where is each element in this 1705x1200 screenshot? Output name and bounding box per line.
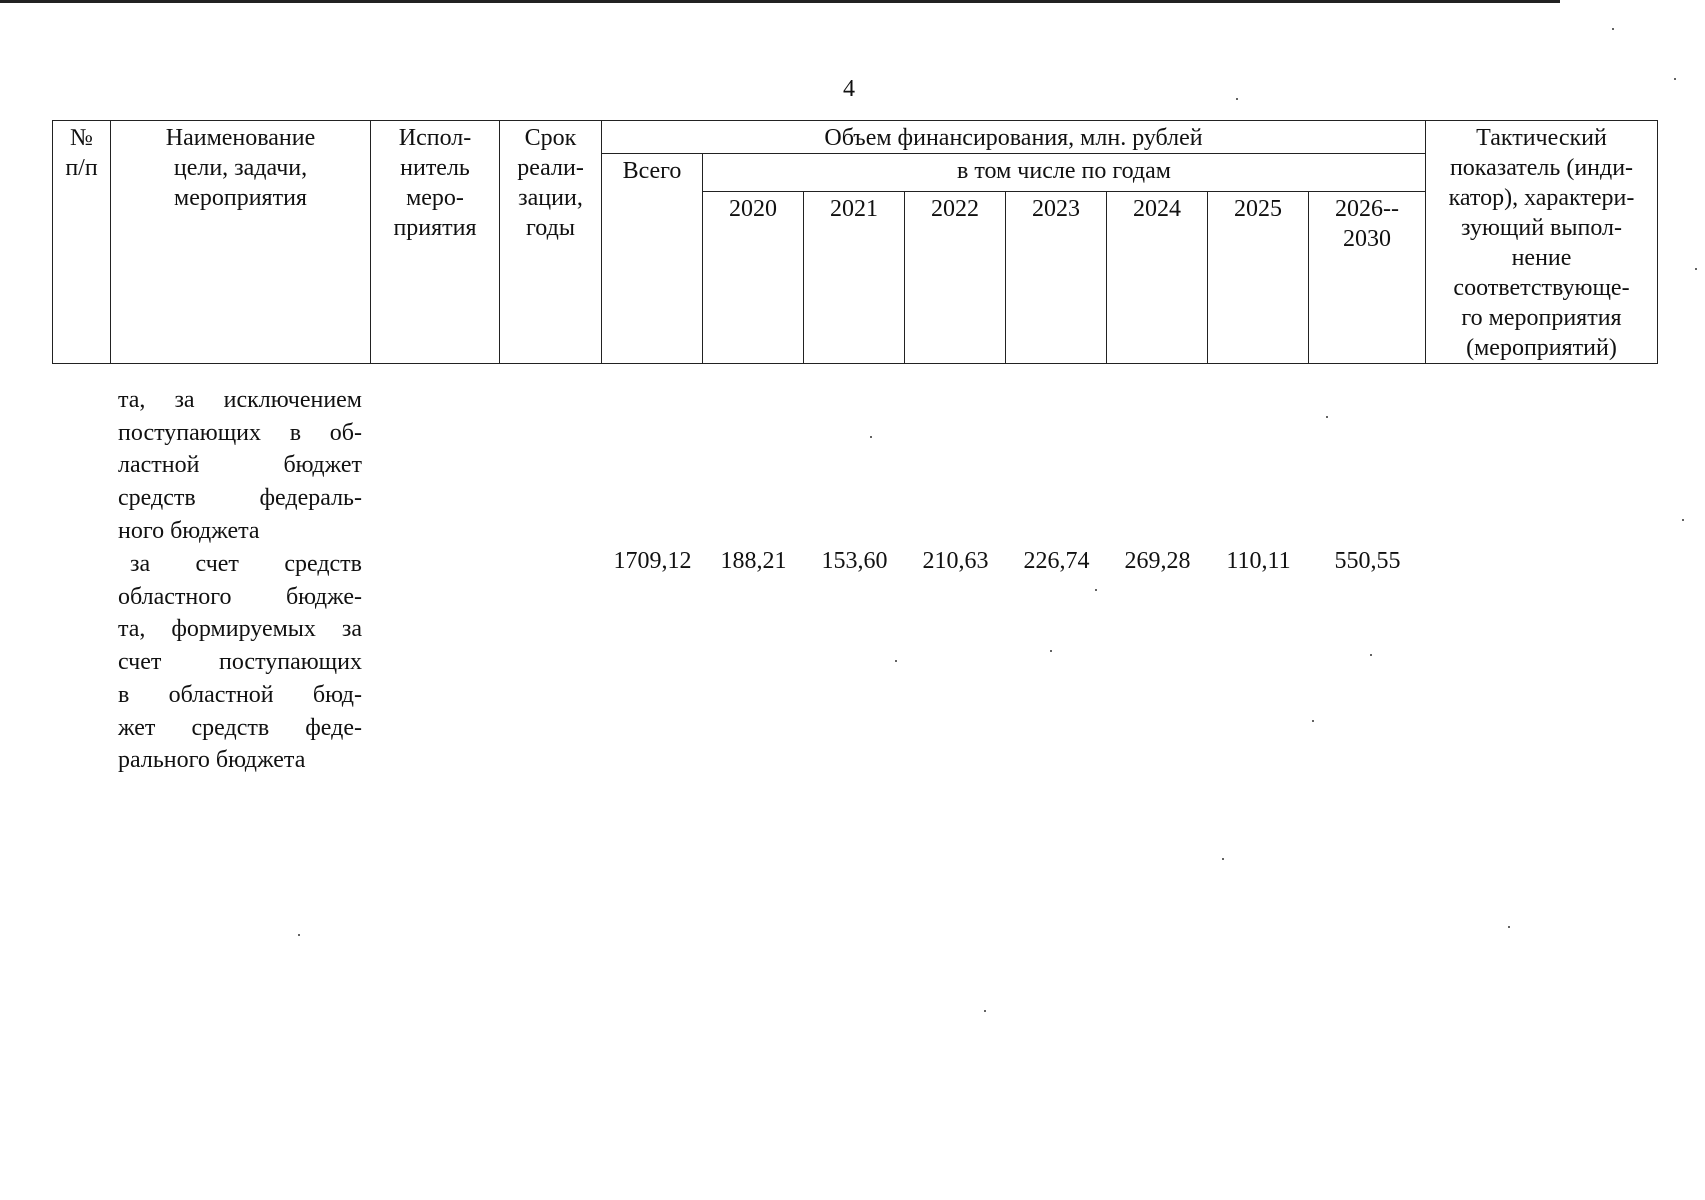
scan-speck: [870, 436, 872, 438]
header-total: Всего: [602, 154, 703, 364]
header-by-years: в том числе по годам: [703, 154, 1426, 192]
header-year-2024: 2024: [1107, 192, 1208, 364]
header-year-2020: 2020: [703, 192, 804, 364]
financing-table-header: [52, 120, 1658, 364]
scan-speck: [895, 660, 897, 662]
header-year-2025: 2025: [1208, 192, 1309, 364]
scan-speck: [1508, 926, 1510, 928]
scan-speck: [1312, 720, 1314, 722]
row-2-name: [118, 548, 362, 777]
row-2-name-line: рального бюджета: [118, 747, 306, 774]
scan-speck: [1050, 650, 1052, 652]
row-2-value-2020: 188,21: [720, 548, 787, 574]
row-2-name-line: жет средств феде-: [118, 714, 362, 741]
row-2-value-2025: 110,11: [1226, 548, 1291, 574]
header-year-2022: 2022: [905, 192, 1006, 364]
header-executor: Испол- нитель меро- приятия: [371, 121, 500, 364]
scan-speck: [298, 934, 300, 936]
header-indicator: Тактический показатель (инди- катор), характери- зующий выпол- нение соответствующе- го мероприятия (мероприятий): [1426, 121, 1658, 364]
scan-speck: [1612, 28, 1614, 30]
row-1-name: [118, 384, 362, 548]
row-2-value-2023: 226,74: [1023, 548, 1090, 574]
row-1-name-line: та, за исключением: [118, 387, 362, 413]
header-name: Наименование цели, задачи, мероприятия: [111, 121, 371, 364]
scan-speck: [984, 1010, 986, 1012]
header-year-2026-2030: 2026-- 2030: [1309, 192, 1426, 364]
row-2-value-2026-2030: 550,55: [1334, 548, 1401, 574]
scan-speck: [1095, 589, 1097, 591]
row-2-name-line: областного бюдже-: [118, 583, 362, 610]
scan-speck: [1674, 78, 1676, 80]
scan-speck: [1370, 654, 1372, 656]
row-2-value-2021: 153,60: [821, 548, 888, 574]
row-2-value-2022: 210,63: [922, 548, 989, 574]
row-2-name-line: та, формируемых за: [118, 616, 362, 643]
row-1-name-line: ного бюджета: [118, 517, 260, 544]
row-2-value-2024: 269,28: [1124, 548, 1191, 574]
scan-speck: [1326, 416, 1328, 418]
row-2-name-line: за счет средств: [130, 551, 362, 577]
header-year-2023: 2023: [1006, 192, 1107, 364]
row-2-total: 1709,12: [613, 548, 692, 574]
scan-speck: [1222, 858, 1224, 860]
page-number: 4: [843, 76, 855, 102]
row-2-name-line: в областной бюд-: [118, 681, 362, 708]
header-number: № п/п: [53, 121, 111, 364]
header-funding: Объем финансирования, млн. рублей: [602, 121, 1426, 154]
row-1-name-line: ластной бюджет: [118, 452, 362, 479]
scan-speck: [1695, 268, 1697, 270]
row-1-name-line: средств федераль-: [118, 485, 362, 512]
row-1-name-line: поступающих в об-: [118, 419, 362, 446]
row-2-name-line: счет поступающих: [118, 649, 362, 676]
scan-speck: [1682, 519, 1684, 521]
scan-speck: [1236, 98, 1238, 100]
page-top-border: [0, 0, 1560, 3]
header-year-2021: 2021: [804, 192, 905, 364]
header-period: Срок реали- зации, годы: [500, 121, 602, 364]
